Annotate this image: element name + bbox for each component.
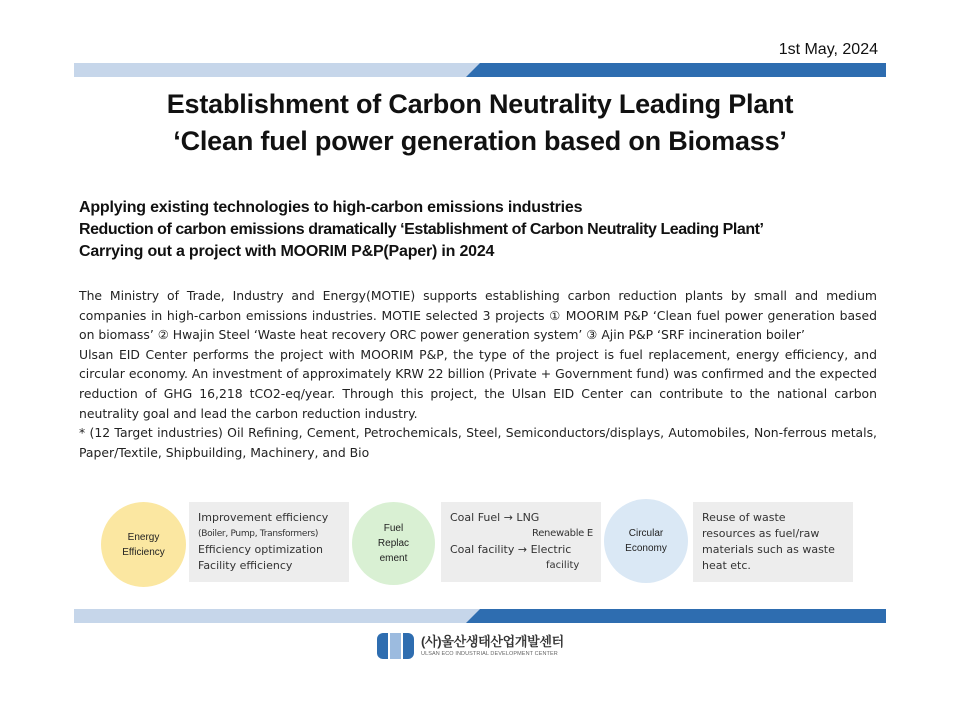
circle-label: Economy bbox=[625, 543, 667, 554]
page-title bbox=[60, 86, 900, 160]
energy-efficiency-circle bbox=[101, 502, 186, 587]
circle-label: Replac bbox=[377, 538, 410, 549]
detail-line: Coal Fuel → LNG bbox=[450, 511, 540, 524]
body-paragraph-3: * (12 Target industries) Oil Refining, Cement, Petrochemicals, Steel, Semiconductors/displays, Automobiles, Non-ferrous metals, Paper/Textile, Shipbuilding, Machinery, and Bio bbox=[79, 425, 877, 460]
detail-line: facility bbox=[546, 560, 580, 571]
fuel-replacement-circle bbox=[352, 502, 435, 585]
energy-efficiency-details bbox=[189, 502, 349, 582]
detail-line: heat etc. bbox=[702, 559, 751, 572]
date: 1st May, 2024 bbox=[778, 41, 878, 58]
title-line-2: ‘Clean fuel power generation based on Biomass’ bbox=[173, 126, 787, 156]
bottom-divider-bar bbox=[74, 609, 886, 623]
title-line-1: Establishment of Carbon Neutrality Leading Plant bbox=[166, 89, 794, 119]
eid-logo-icon bbox=[377, 631, 415, 661]
detail-line: resources as fuel/raw bbox=[702, 527, 820, 540]
subtitle-1: Applying existing technologies to high-carbon emissions industries bbox=[79, 199, 583, 216]
body-text bbox=[79, 286, 877, 462]
circular-economy-details bbox=[693, 502, 853, 582]
circle-label: ement bbox=[379, 553, 408, 564]
circle-label: Energy bbox=[127, 531, 160, 543]
detail-line: Improvement efficiency bbox=[198, 511, 329, 524]
subtitle-3: Carrying out a project with MOORIM P&P(Paper) in 2024 bbox=[79, 243, 495, 260]
subtitle-2: Reduction of carbon emissions dramatically ‘Establishment of Carbon Neutrality Leading Plant’ bbox=[79, 221, 764, 238]
subtitle-block bbox=[79, 197, 889, 263]
body-paragraph-1: The Ministry of Trade, Industry and Energy(MOTIE) supports establishing carbon reduction plants by small and medium companies in high-carbon emissions industries. MOTIE selected 3 projects ① MOORIM P&P ‘Clean fuel power generation based on biomass’ ② Hwajin Steel ‘Waste heat recovery ORC power generation system’ ③ Ajin P&P ‘SRF incineration boiler’ bbox=[79, 288, 877, 343]
detail-line: Renewable E bbox=[532, 528, 593, 539]
body-paragraph-2: Ulsan EID Center performs the project with MOORIM P&P, the type of the project is fuel replacement, energy efficiency, and circular economy. An investment of approximately KRW 22 billion (Private + Government fund) was confirmed and the expected reduction of GHG 16,218 tCO2-eq/year. Through this project, the Ulsan EID Center can contribute to the national carbon neutrality goal and lead the carbon reduction industry. bbox=[79, 346, 877, 421]
logo-name-english: ULSAN ECO INDUSTRIAL DEVELOPMENT CENTER bbox=[421, 651, 558, 657]
circle-label: Efficiency bbox=[122, 546, 165, 558]
detail-line: Facility efficiency bbox=[198, 559, 293, 572]
circular-economy-circle bbox=[604, 499, 688, 583]
fuel-replacement-details bbox=[441, 502, 601, 582]
top-divider-bar bbox=[74, 63, 886, 77]
detail-line: Coal facility → Electric bbox=[450, 543, 572, 556]
detail-line: materials such as waste bbox=[702, 543, 835, 556]
detail-line: Efficiency optimization bbox=[198, 543, 323, 556]
logo-name-korean: (사)울산생태산업개발센터 bbox=[421, 634, 564, 649]
detail-line: Reuse of waste bbox=[702, 511, 786, 524]
organization-logo bbox=[377, 631, 564, 661]
circle-label: Circular bbox=[628, 528, 664, 539]
circle-label: Fuel bbox=[383, 523, 404, 534]
detail-line: (Boiler, Pump, Transformers) bbox=[198, 529, 319, 539]
